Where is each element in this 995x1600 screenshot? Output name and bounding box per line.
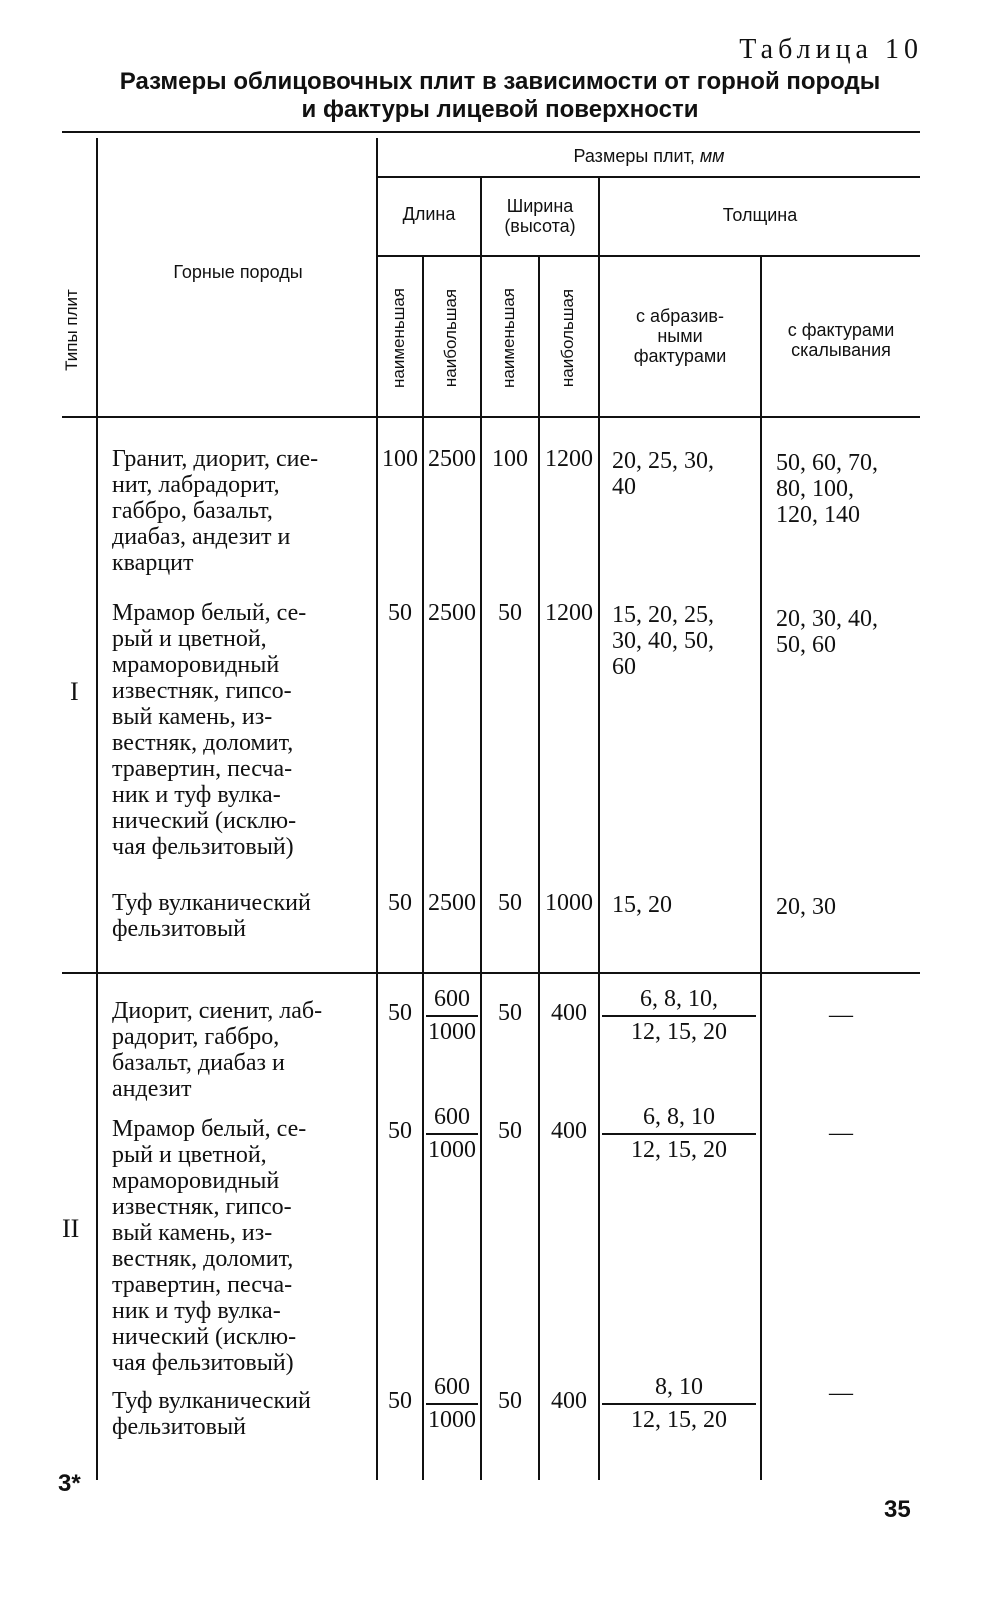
width-max: 400 [551,1118,587,1144]
length-min: 50 [388,1118,412,1144]
fraction-denominator: 12, 15, 20 [631,1137,727,1163]
thickness-chipped: 20, 30, 40, 50, 60 [776,606,878,658]
thickness-chipped: 50, 60, 70, 80, 100, 120, 140 [776,450,878,528]
length-min: 50 [388,1000,412,1026]
header-len-max: наибольшая [441,288,460,388]
length-min: 50 [388,600,412,626]
rock-name: Диорит, сиенит, лаб- радорит, габбро, базальт, диабаз и андезит [112,998,323,1102]
rock-name: Туф вулканический фельзитовый [112,1388,311,1440]
rock-name: Мрамор белый, се- рый и цветной, мраморовидный известняк, гипсо- вый камень, из- вестняк, доломит, травертин, песча- ник и туф вулка- нический (исклю- чая фельзитовый) [112,600,307,860]
header-width-line2: (высота) [504,216,576,236]
fraction-numerator: 6, 8, 10, [602,986,756,1017]
width-max: 1200 [545,446,593,472]
rule-v-chipped [760,255,762,1480]
header-chipped: с фактурами скалывания [787,320,895,360]
rule-v-types [96,138,98,1480]
rule-v-thick [598,176,600,1480]
width-min: 50 [498,1118,522,1144]
length-max-fraction [426,1374,478,1434]
thickness-chipped: — [829,1380,853,1406]
rule-v-width [480,176,482,1480]
header-rocks: Горные породы [173,262,303,282]
header-sizes [378,146,920,166]
length-min: 50 [388,890,412,916]
length-min: 50 [388,1388,412,1414]
thickness-abrasive: 15, 20 [612,892,672,918]
width-min: 50 [498,600,522,626]
thickness-abrasive-fraction [602,1104,756,1164]
length-max: 2500 [428,446,476,472]
rule-sizes [378,176,920,178]
thickness-abrasive-fraction [602,986,756,1046]
header-width [482,196,598,236]
signature-mark: 3* [58,1470,81,1497]
width-min: 100 [492,446,528,472]
thickness-chipped: — [829,1120,853,1146]
thickness-abrasive-fraction [602,1374,756,1434]
header-width-line1: Ширина [506,196,574,216]
rule-v-wid [538,255,540,1480]
fraction-denominator: 12, 15, 20 [631,1019,727,1045]
fraction-denominator: 12, 15, 20 [631,1407,727,1433]
rule-header-bottom [62,416,920,418]
length-max-fraction [426,1104,478,1164]
rule-v-len [422,255,424,1480]
header-length: Длина [402,204,456,224]
length-min: 100 [382,446,418,472]
header-len-min: наименьшая [389,287,408,389]
rule-v-rocks [376,138,378,1480]
rule-top [62,131,920,133]
rock-name: Мрамор белый, се- рый и цветной, мраморовидный известняк, гипсо- вый камень, из- вестняк, доломит, травертин, песча- ник и туф вулка- нический (исклю- чая фельзитовый) [112,1116,307,1376]
header-abrasive: с абразив- ными фактурами [633,306,727,366]
fraction-numerator: 6, 8, 10 [602,1104,756,1135]
width-max: 1000 [545,890,593,916]
rock-name: Туф вулканический фельзитовый [112,890,311,942]
width-max: 1200 [545,600,593,626]
type-label-1: I [70,677,79,706]
thickness-abrasive: 15, 20, 25, 30, 40, 50, 60 [612,602,714,680]
thickness-chipped: — [829,1002,853,1028]
thickness-abrasive: 20, 25, 30, 40 [612,448,714,500]
width-max: 400 [551,1000,587,1026]
header-sizes-label: Размеры плит, [573,146,695,166]
thickness-chipped: 20, 30 [776,894,836,920]
length-max-fraction [426,986,478,1046]
page-number: 35 [884,1496,911,1523]
type-label-2: II [62,1214,80,1243]
rock-name: Гранит, диорит, сие- нит, лабрадорит, габбро, базальт, диабаз, андезит и кварцит [112,446,319,576]
fraction-numerator: 600 [426,1104,478,1135]
fraction-numerator: 600 [426,1374,478,1405]
width-min: 50 [498,890,522,916]
fraction-denominator: 1000 [428,1019,476,1045]
width-min: 50 [498,1388,522,1414]
fraction-denominator: 1000 [428,1137,476,1163]
header-thickness: Толщина [722,205,798,225]
width-max: 400 [551,1388,587,1414]
header-unit: мм [699,146,725,166]
fraction-numerator: 8, 10 [602,1374,756,1405]
fraction-denominator: 1000 [428,1407,476,1433]
title-line-1: Размеры облицовочных плит в зависимости от горной породы [119,68,881,95]
table-label: Таблица 10 [739,34,923,65]
width-min: 50 [498,1000,522,1026]
fraction-numerator: 600 [426,986,478,1017]
title-line-2: и фактуры лицевой поверхности [301,96,699,123]
header-types: Типы плит [62,289,81,371]
length-max: 2500 [428,600,476,626]
rule-group-split [62,972,920,974]
table-title [60,68,940,124]
length-max: 2500 [428,890,476,916]
rule-subheads [378,255,920,257]
header-wid-min: наименьшая [499,287,518,389]
header-wid-max: наибольшая [558,288,577,388]
